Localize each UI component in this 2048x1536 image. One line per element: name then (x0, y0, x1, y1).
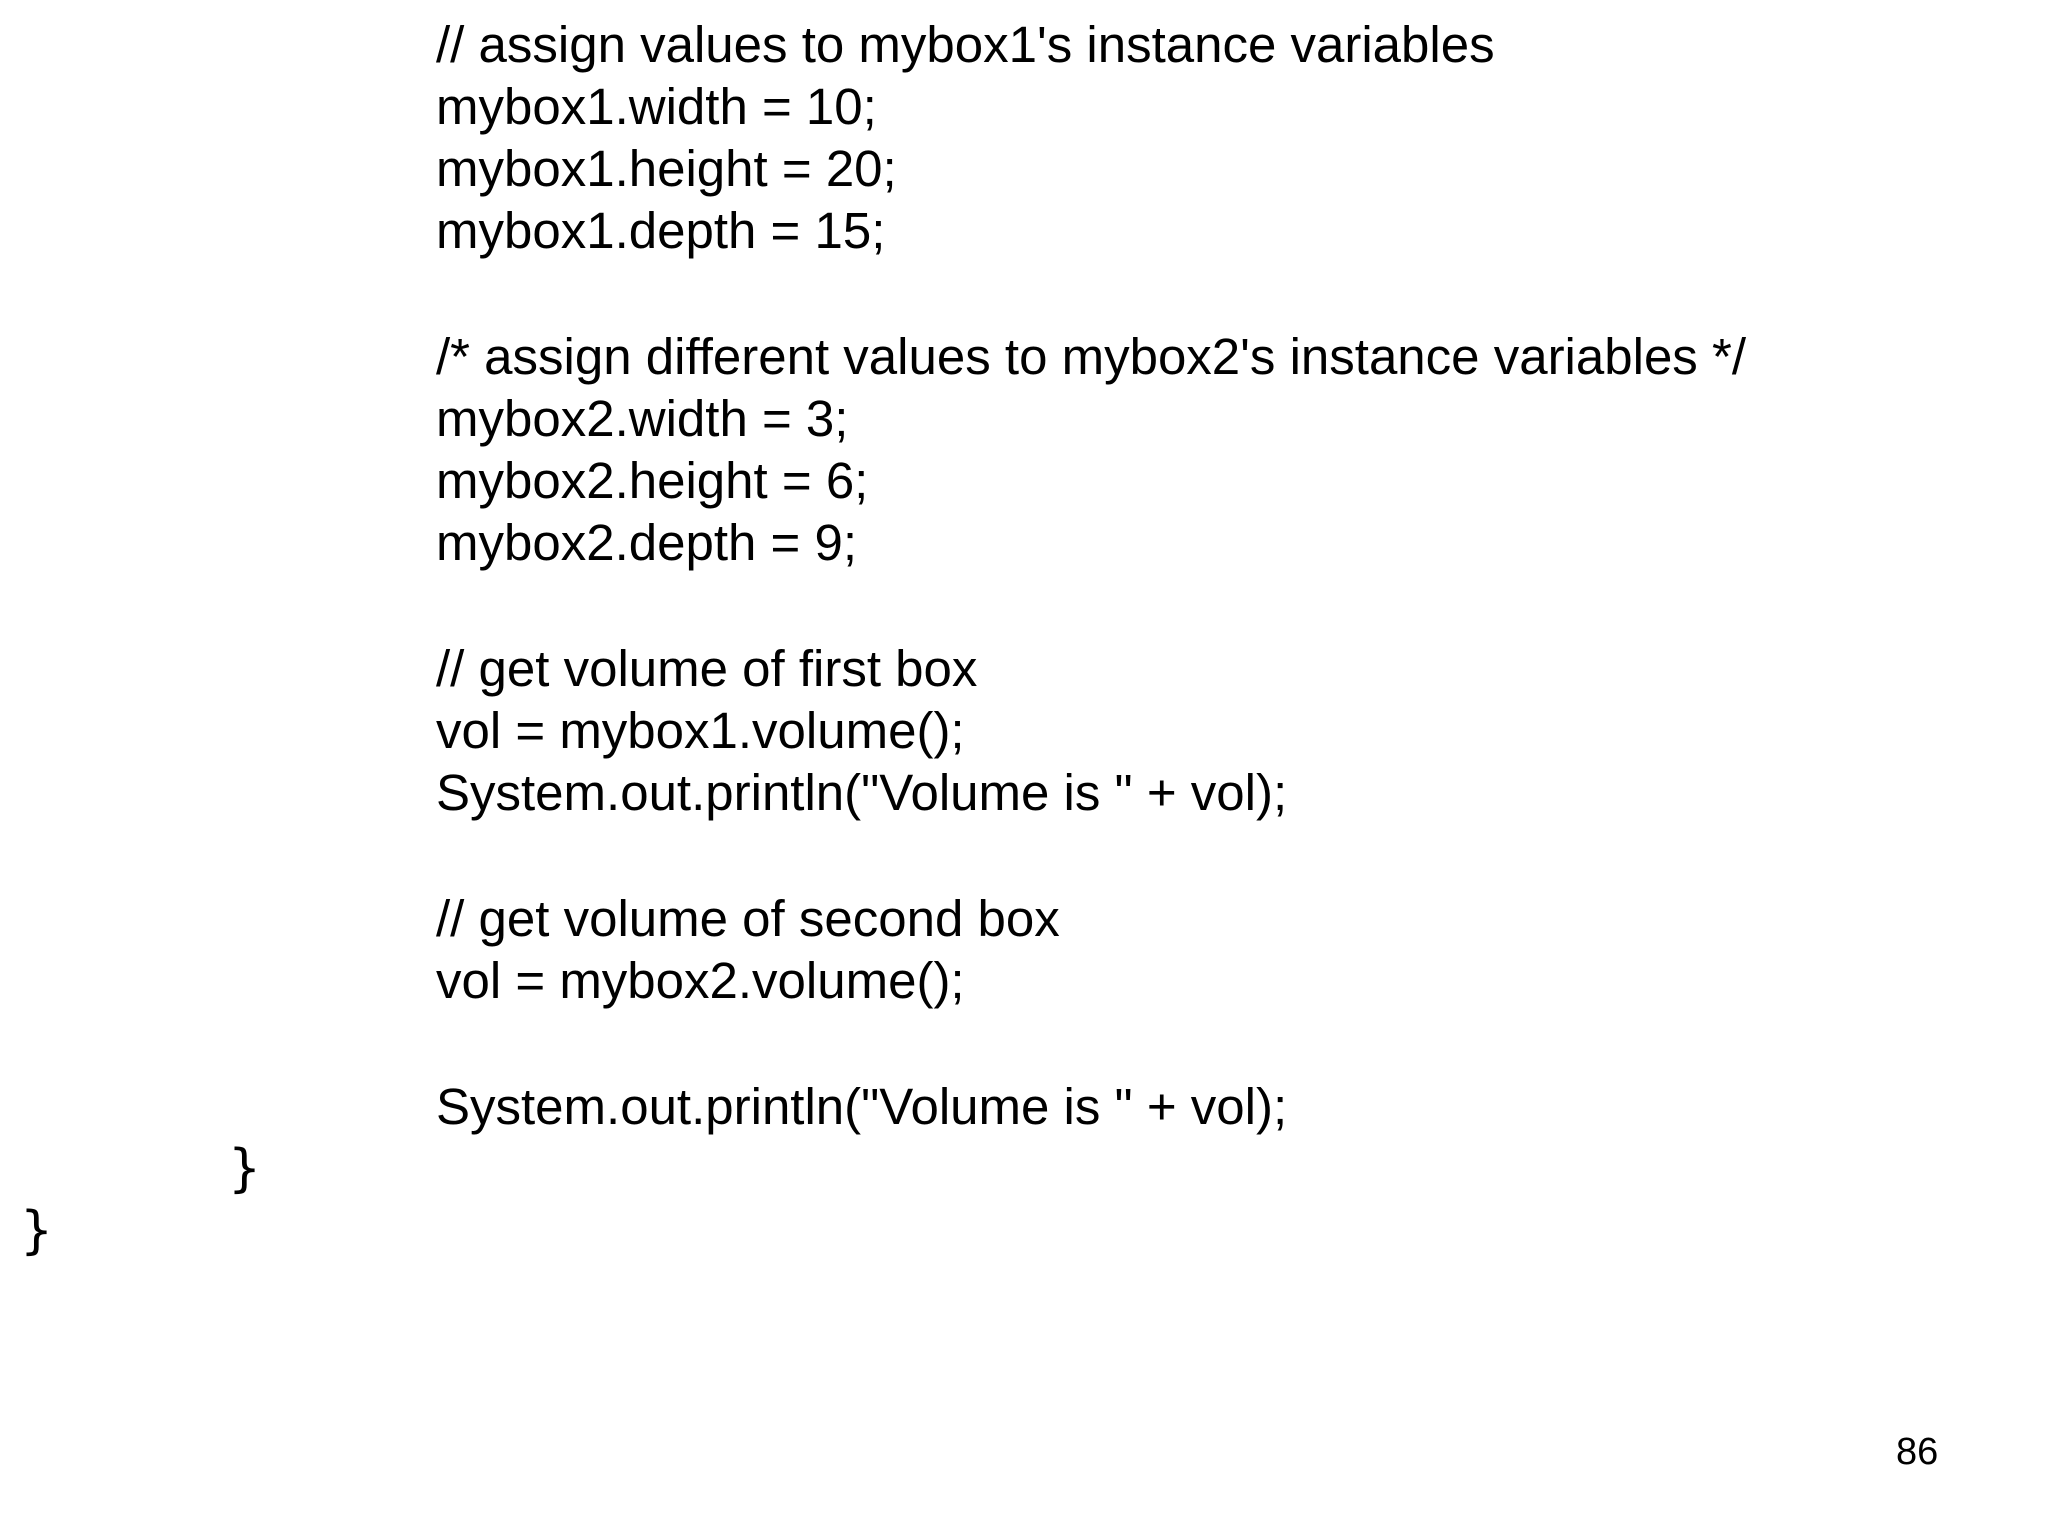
code-line-mybox1-height: mybox1.height = 20; (436, 140, 897, 197)
code-line-vol-mybox1: vol = mybox1.volume(); (436, 702, 965, 759)
closing-brace-class: } (20, 1201, 54, 1261)
code-line-mybox1-width: mybox1.width = 10; (436, 78, 877, 135)
code-line-println-first: System.out.println("Volume is " + vol); (436, 764, 1288, 821)
code-line-mybox2-height: mybox2.height = 6; (436, 452, 869, 509)
code-line-println-second: System.out.println("Volume is " + vol); (436, 1078, 1288, 1135)
comment-volume-first-box: // get volume of first box (436, 640, 978, 697)
comment-assign-mybox1: // assign values to mybox1's instance variables (436, 16, 1495, 73)
closing-brace-method: } (228, 1139, 262, 1199)
comment-assign-mybox2: /* assign different values to mybox2's instance variables */ (436, 328, 1746, 385)
code-line-vol-mybox2: vol = mybox2.volume(); (436, 952, 965, 1009)
code-line-mybox1-depth: mybox1.depth = 15; (436, 202, 886, 259)
code-line-mybox2-width: mybox2.width = 3; (436, 390, 849, 447)
code-line-mybox2-depth: mybox2.depth = 9; (436, 514, 858, 571)
comment-volume-second-box: // get volume of second box (436, 890, 1060, 947)
page-number: 86 (1896, 1431, 1939, 1473)
